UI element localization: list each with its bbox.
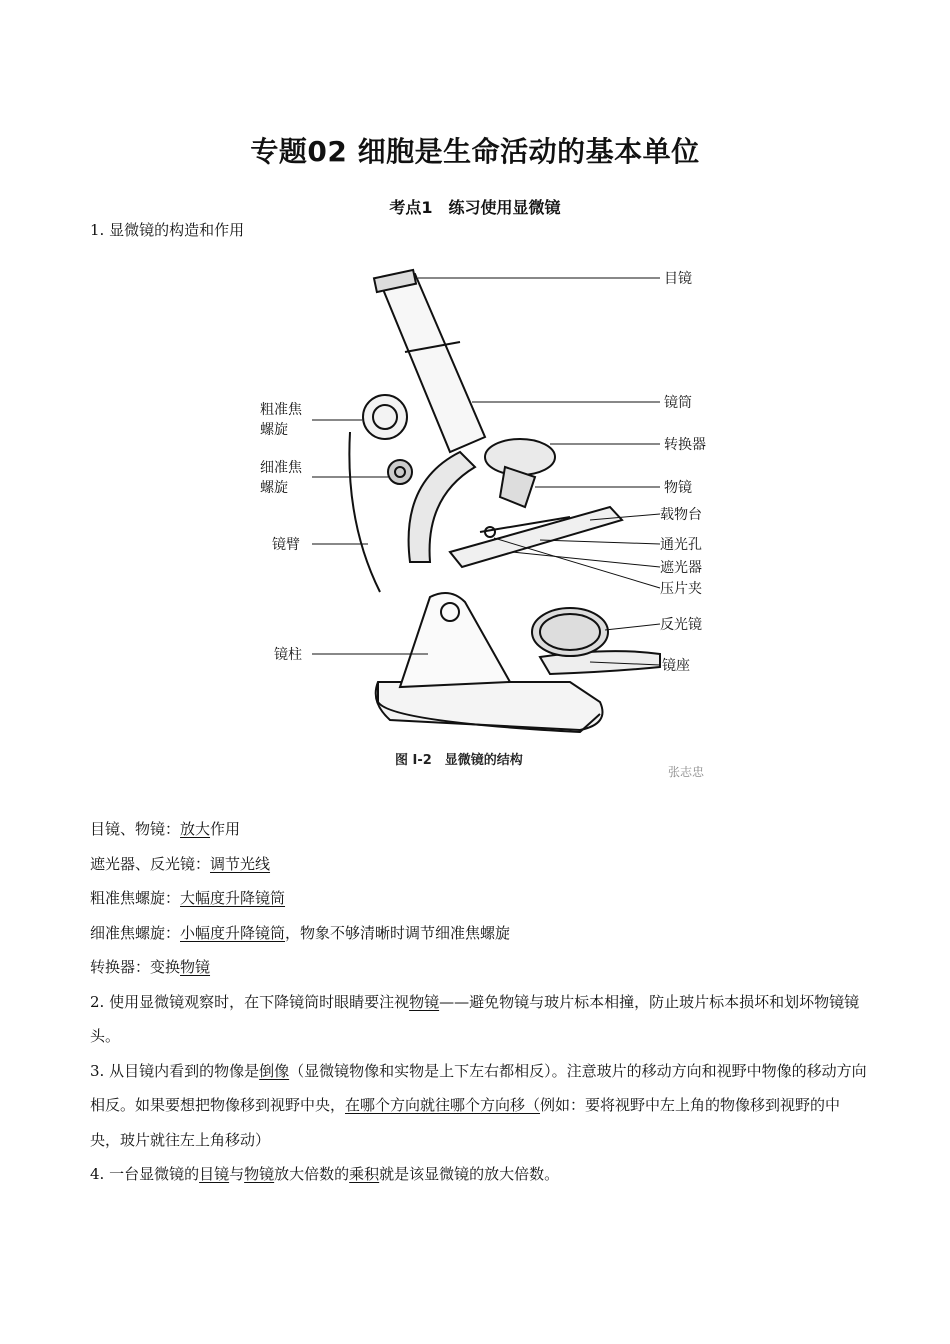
label-coarse-2: 螺旋 [260,422,288,438]
arm-outline [349,432,380,592]
label-fine-1: 细准焦 [260,460,302,476]
section-subtitle: 考点1 练习使用显微镜 [389,198,561,217]
label-pillar: 镜柱 [274,647,302,663]
label-fine-2: 螺旋 [260,480,288,496]
label-aperture: 通光孔 [660,537,702,553]
pillar-shape [400,593,510,687]
coarse-knob [363,395,407,439]
line-eyepiece-objective: 目镜、物镜：放大作用 [90,820,241,838]
label-diaphragm: 遮光器 [660,560,702,576]
label-mirror: 反光镜 [660,617,702,633]
line-fine-knob: 细准焦螺旋：小幅度升降镜筒，物象不够清晰时调节细准焦螺旋 [90,923,511,942]
label-objective: 物镜 [664,480,692,496]
figure-caption: 图 I-2 显微镜的结构 [395,753,523,768]
label-nosepiece: 转换器 [664,437,706,453]
line-diaphragm-mirror: 遮光器、反光镜：调节光线 [90,854,271,873]
paragraph-4: 4. 一台显微镜的目镜与物镜放大倍数的乘积就是该显微镜的放大倍数。 [90,1165,560,1183]
base-shape [376,682,603,730]
body-text [90,812,870,1192]
label-eyepiece: 目镜 [664,271,692,287]
microscope-diagram [250,262,750,782]
label-tube: 镜筒 [664,395,692,411]
label-clip: 压片夹 [660,581,702,597]
nosepiece-shape [485,439,555,475]
watermark: 张志忠 [668,765,705,779]
line-nosepiece: 转换器：变换物镜 [90,958,211,976]
leader-lines [312,278,660,665]
section-heading: 1. 显微镜的构造和作用 [90,221,245,239]
stage-shape [450,507,622,567]
page-title: 专题02 细胞是生命活动的基本单位 [250,135,700,168]
label-arm: 镜臂 [272,537,300,553]
label-coarse-1: 粗准焦 [260,402,302,418]
label-stage: 载物台 [660,507,702,523]
microscope-figure [250,262,750,782]
paragraph-2: 2. 使用显微镜观察时，在下降镜筒时眼睛要注视物镜——避免物镜与玻片标本相撞，防止玻片标本损坏和划坏物镜镜头。 [90,992,860,1045]
clip-screw [485,527,495,537]
arm-shape [409,452,475,562]
mirror-shape [532,608,608,656]
line-coarse-knob: 粗准焦螺旋：大幅度升降镜筒 [90,889,286,907]
label-base: 镜座 [662,658,690,674]
fine-knob [388,460,412,484]
paragraph-3: 3. 从目镜内看到的物像是倒像（显微镜物像和实物是上下左右都相反）。注意玻片的移动方向和视野中物像的移动方向相反。如果要想把物像移到视野中央，在哪个方向就往哪个方向移（例如：要将视野中左上角的物像移到视野的中央，玻片就往左上角移动） [90,1061,867,1149]
